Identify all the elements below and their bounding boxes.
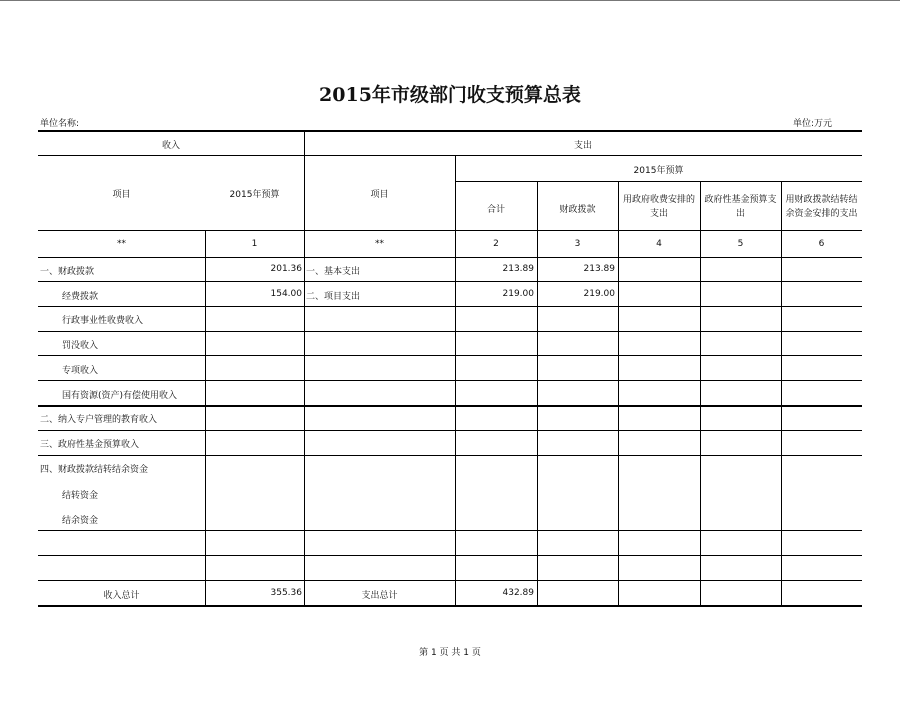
expense-total-label: 支出总计 (361, 591, 398, 601)
index-cell: 5 (737, 239, 744, 249)
income-item: 四、财政拨款结转结余资金 (40, 465, 149, 475)
income-item: 一、财政拨款 (40, 267, 95, 277)
grid-line (38, 530, 862, 531)
grid-line (38, 580, 862, 581)
fee-expense-header: 用政府收费安排的支出 (622, 195, 695, 219)
expense-item: 二、项目支出 (306, 291, 361, 302)
expense-header: 支出 (573, 141, 592, 151)
grid-line (38, 430, 862, 431)
grid-line (38, 257, 862, 258)
budget-2015-header: 2015年预算 (633, 166, 684, 176)
income-item: 国有资源(资产)有偿使用收入 (62, 390, 178, 401)
income-header: 收入 (161, 141, 180, 151)
income-item: 三、政府性基金预算收入 (40, 439, 140, 450)
index-cell: 3 (574, 239, 581, 249)
grid-line (38, 331, 862, 332)
carryover-expense-header: 用财政拨款结转结余资金安排的支出 (785, 195, 858, 219)
grid-line (38, 455, 862, 456)
page-footer: 第 1 页 共 1 页 (419, 648, 481, 658)
income-value: 154.00 (270, 288, 302, 299)
grid-line (205, 230, 206, 605)
grid-line (455, 181, 862, 182)
index-cell: 1 (251, 239, 258, 249)
fund-expense-header: 政府性基金预算支出 (704, 195, 777, 219)
grid-line (304, 130, 305, 605)
expense-total-value: 432.89 (502, 588, 534, 598)
item-header: 项目 (112, 190, 131, 200)
grid-line (38, 230, 862, 231)
expense-total-value: 219.00 (502, 288, 534, 299)
fiscal-value: 219.00 (583, 288, 615, 299)
income-item: 专项收入 (62, 365, 99, 376)
income-total-value: 355.36 (270, 588, 302, 598)
index-cell: ** (375, 239, 384, 249)
income-item: 结余资金 (62, 516, 99, 526)
expense-item-header: 项目 (370, 190, 389, 200)
grid-line (38, 380, 862, 381)
fiscal-header: 财政拨款 (559, 205, 596, 215)
currency-unit-label: 单位:万元 (792, 119, 832, 129)
grid-line (38, 405, 862, 407)
grid-line (38, 555, 862, 556)
top-border (0, 0, 900, 1)
fiscal-value: 213.89 (583, 264, 615, 274)
index-cell: 6 (818, 239, 825, 249)
grid-line (38, 155, 862, 156)
income-item: 行政事业性收费收入 (62, 316, 144, 327)
grid-line (38, 306, 862, 307)
grid-line (38, 355, 862, 356)
income-budget-header: 2015年预算 (229, 190, 280, 200)
grid-line (38, 281, 862, 282)
unit-name-label: 单位名称: (40, 119, 80, 129)
income-item: 罚没收入 (62, 341, 99, 352)
index-cell: 4 (656, 239, 662, 249)
income-total-label: 收入总计 (103, 591, 140, 601)
income-item: 结转资金 (62, 491, 99, 501)
expense-total-value: 213.89 (502, 264, 534, 274)
grid-line (38, 605, 862, 607)
total-header: 合计 (486, 205, 505, 215)
index-cell: 2 (493, 239, 499, 249)
income-item: 二、纳入专户管理的教育收入 (40, 415, 158, 426)
income-value: 201.36 (270, 264, 302, 274)
expense-item: 一、基本支出 (306, 267, 361, 277)
index-cell: ** (117, 239, 126, 249)
income-item: 经费拨款 (62, 291, 99, 302)
page-title: 2015年市级部门收支预算总表 (319, 84, 581, 106)
grid-line (38, 130, 862, 132)
